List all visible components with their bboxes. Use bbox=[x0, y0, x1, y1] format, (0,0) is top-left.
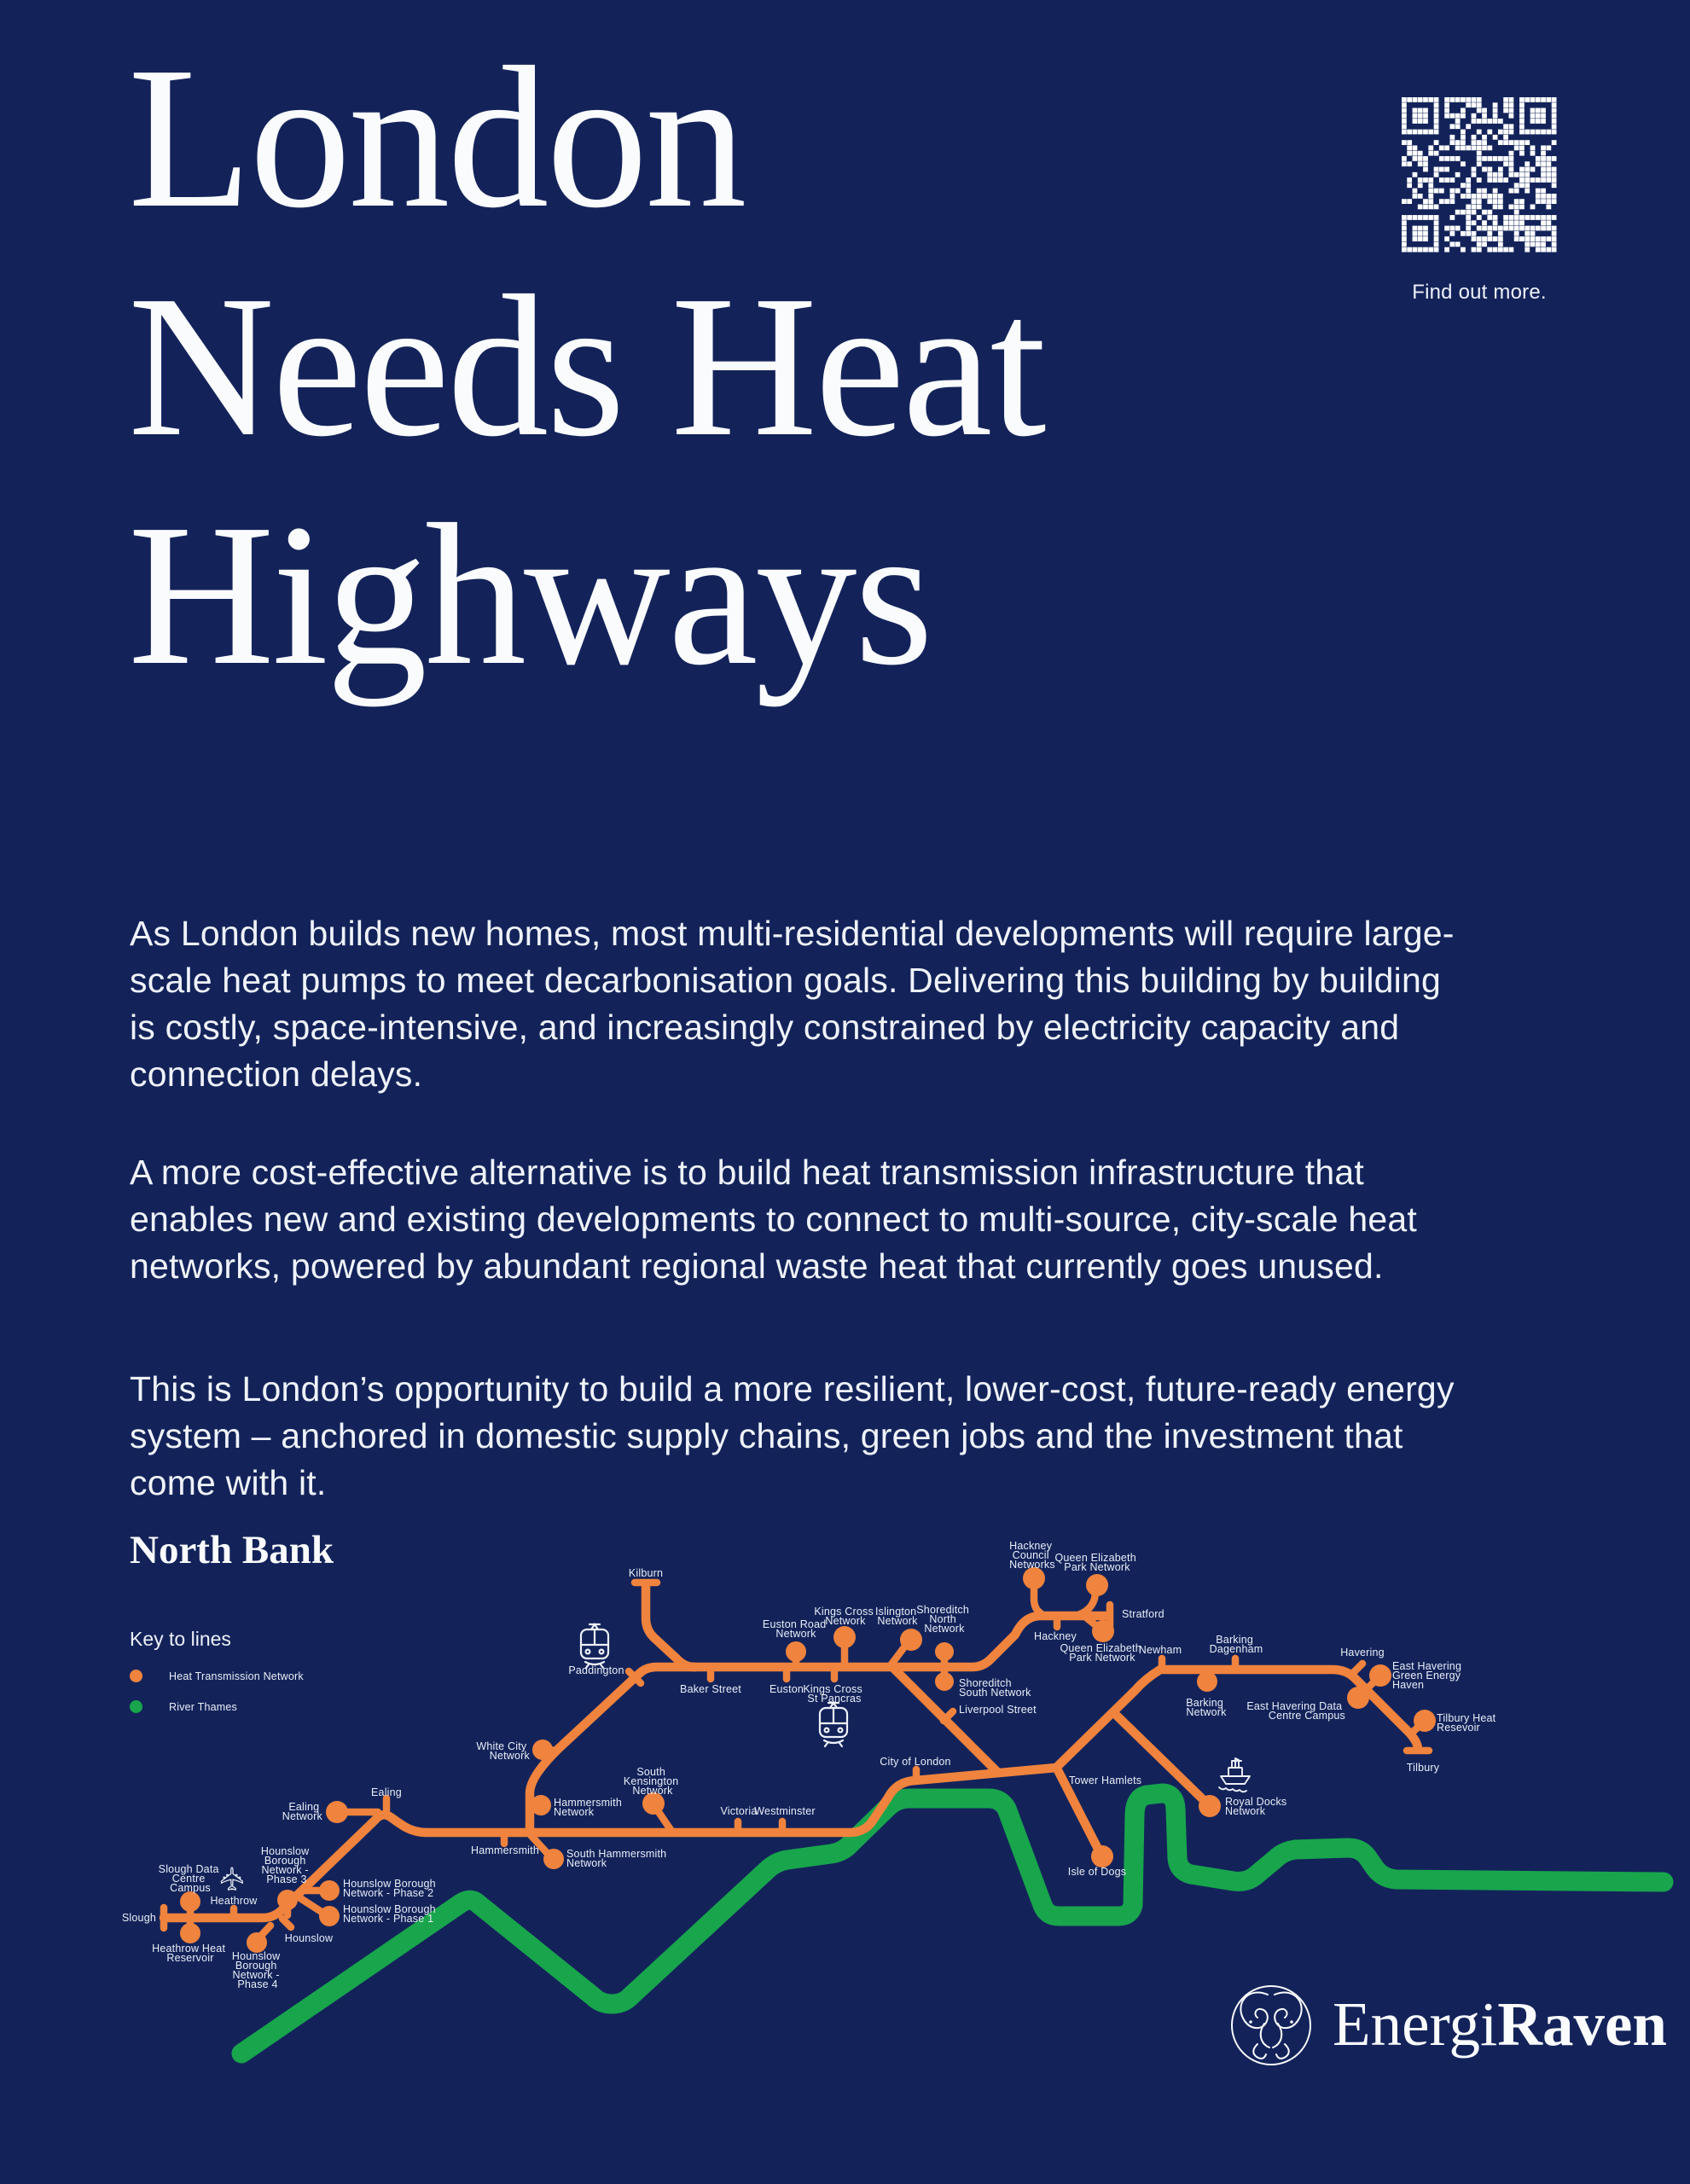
label-tilbury: Tilbury bbox=[1406, 1762, 1440, 1774]
label-shoreditch-north-network: Shoreditch North Network bbox=[916, 1604, 970, 1635]
label-hounslow-p3: Hounslow Borough Network - Phase 3 bbox=[260, 1845, 310, 1885]
legend-label: Heat Transmission Network bbox=[169, 1670, 304, 1682]
node-isle-of-dogs bbox=[1091, 1845, 1113, 1867]
label-tower-hamlets: Tower Hamlets bbox=[1069, 1774, 1142, 1786]
intro-paragraph-1: As London builds new homes, most multi-residential developments will require large-scale heat pumps to meet decarbonisation goals. Delivering this building by building is costly, space-intensive, and increasingly constrained by electricity capacity and connection delays. bbox=[130, 914, 1455, 1094]
title-line-2: Needs Heat bbox=[128, 254, 1044, 479]
node-east-havering-geh bbox=[1369, 1664, 1391, 1687]
node-shoreditch-north bbox=[935, 1642, 954, 1661]
label-kings-cross-st-pancras: Kings Cross St Pancras bbox=[803, 1683, 862, 1705]
legend-label: River Thames bbox=[169, 1700, 237, 1713]
node-heathrow-heat bbox=[180, 1923, 200, 1943]
label-south-kensington: South Kensington Network bbox=[623, 1766, 679, 1797]
node-islington bbox=[900, 1629, 922, 1651]
label-ealing: Ealing bbox=[371, 1786, 402, 1798]
label-hackney: Hackney bbox=[1033, 1630, 1077, 1642]
node-shoreditch-south bbox=[935, 1672, 954, 1691]
ship-icon bbox=[1219, 1758, 1250, 1792]
title-line-3: Highways bbox=[128, 483, 932, 707]
label-slough: Slough bbox=[121, 1912, 156, 1924]
label-isle-of-dogs: Isle of Dogs bbox=[1067, 1866, 1127, 1878]
label-euston: Euston bbox=[769, 1683, 804, 1695]
label-hammersmith-network: Hammersmith Network bbox=[554, 1797, 622, 1818]
node-east-havering-dcc bbox=[1347, 1687, 1369, 1709]
brand-name-regular: Energi bbox=[1333, 1989, 1498, 2059]
label-barking-dagenham: Barking Dagenham bbox=[1209, 1634, 1263, 1655]
label-hounslow-p1: Hounslow Borough Network - Phase 1 bbox=[343, 1903, 436, 1925]
label-hammersmith: Hammersmith bbox=[471, 1844, 539, 1856]
brand-lockup bbox=[1228, 1988, 1667, 2073]
label-heathrow: Heathrow bbox=[210, 1895, 258, 1907]
label-south-hammersmith: South Hammersmith Network bbox=[566, 1848, 667, 1869]
tick-liverpool-street bbox=[944, 1711, 953, 1721]
node-qep-lower bbox=[1092, 1620, 1114, 1642]
label-barking-network: Barking Network bbox=[1186, 1697, 1227, 1718]
tick-hounslow bbox=[282, 1919, 291, 1927]
node-ealing-network bbox=[326, 1801, 348, 1823]
intro-paragraph-3: This is London’s opportunity to build a more resilient, lower-cost, future-ready energy system – anchored in domestic supply chains, green jobs and the investment that come with it. bbox=[130, 1369, 1455, 1502]
legend-title: Key to lines bbox=[130, 1628, 231, 1650]
intro-paragraph-2: A more cost-effective alternative is to build heat transmission infrastructure that enables new and existing developments to connect to multi-source, city-scale heat networks, powered by abundant regional waste heat that currently goes unused. bbox=[130, 1153, 1417, 1286]
label-euston-road-network: Euston Road Network bbox=[762, 1618, 827, 1640]
raven-emblem-icon bbox=[1228, 1983, 1314, 2068]
label-hounslow-p2: Hounslow Borough Network - Phase 2 bbox=[343, 1878, 436, 1899]
label-newham: Newham bbox=[1138, 1644, 1182, 1656]
label-east-havering-dcc: East Havering Data Centre Campus bbox=[1246, 1700, 1345, 1722]
node-barking-network bbox=[1197, 1671, 1217, 1692]
node-white-city bbox=[532, 1740, 553, 1760]
label-city-of-london: City of London bbox=[880, 1756, 951, 1768]
label-havering: Havering bbox=[1340, 1647, 1385, 1658]
map-heading: North Bank bbox=[130, 1528, 334, 1572]
label-victoria: Victoria bbox=[720, 1805, 758, 1817]
label-paddington: Paddington bbox=[568, 1664, 624, 1676]
node-kings-cross bbox=[833, 1626, 856, 1648]
label-ealing-network: Ealing Network bbox=[282, 1801, 322, 1822]
label-kilburn: Kilburn bbox=[628, 1567, 664, 1579]
train-icon bbox=[581, 1624, 608, 1668]
label-east-havering-geh: East Havering Green Energy Haven bbox=[1392, 1660, 1462, 1691]
qr-caption: Find out more. bbox=[1412, 281, 1547, 304]
node-south-hammersmith bbox=[543, 1849, 564, 1869]
brand-name-bold: Raven bbox=[1497, 1989, 1667, 2059]
label-stratford: Stratford bbox=[1122, 1608, 1164, 1620]
label-tilbury-heat: Tilbury Heat Resevoir bbox=[1437, 1712, 1496, 1734]
label-royal-docks: Royal Docks Network bbox=[1225, 1796, 1287, 1817]
label-hounslow-p4: Hounslow Borough Network - Phase 4 bbox=[231, 1950, 281, 1990]
node-qep-upper bbox=[1086, 1574, 1108, 1596]
label-white-city: White City Network bbox=[476, 1740, 530, 1762]
label-islington-network: Islington Network bbox=[874, 1606, 918, 1627]
label-qep-lower: Queen Elizabeth Park Network bbox=[1060, 1642, 1141, 1664]
node-slough-dcc bbox=[180, 1891, 200, 1912]
label-liverpool-street: Liverpool Street bbox=[959, 1704, 1037, 1716]
label-kings-cross-network: Kings Cross Network bbox=[814, 1606, 874, 1627]
title-line-1: London bbox=[128, 26, 745, 250]
node-hounslow-p1 bbox=[319, 1906, 340, 1926]
train-icon bbox=[820, 1703, 847, 1746]
label-baker-street: Baker Street bbox=[680, 1683, 741, 1695]
label-qep-upper: Queen Elizabeth Park Network bbox=[1054, 1552, 1136, 1573]
label-hackney-council-networks: Hackney Council Networks bbox=[1009, 1540, 1055, 1571]
node-euston-road bbox=[786, 1641, 806, 1662]
label-hounslow: Hounslow bbox=[284, 1932, 334, 1944]
tick-havering bbox=[1352, 1664, 1362, 1674]
label-slough-dcc: Slough Data Centre Campus bbox=[158, 1863, 219, 1894]
node-royal-docks bbox=[1199, 1795, 1221, 1817]
label-heathrow-heat: Heathrow Heat Reservoir bbox=[152, 1943, 226, 1964]
node-hounslow-p2 bbox=[319, 1880, 340, 1901]
node-tilbury-heat bbox=[1414, 1710, 1436, 1732]
label-shoreditch-south-network: Shoreditch South Network bbox=[959, 1677, 1031, 1699]
airplane-icon: ✈ bbox=[215, 1865, 250, 1892]
node-hammersmith-network bbox=[531, 1795, 551, 1815]
node-hounslow-p3 bbox=[277, 1890, 298, 1910]
label-westminster: Westminster bbox=[754, 1805, 816, 1817]
line-kilburn-branch bbox=[646, 1586, 694, 1667]
